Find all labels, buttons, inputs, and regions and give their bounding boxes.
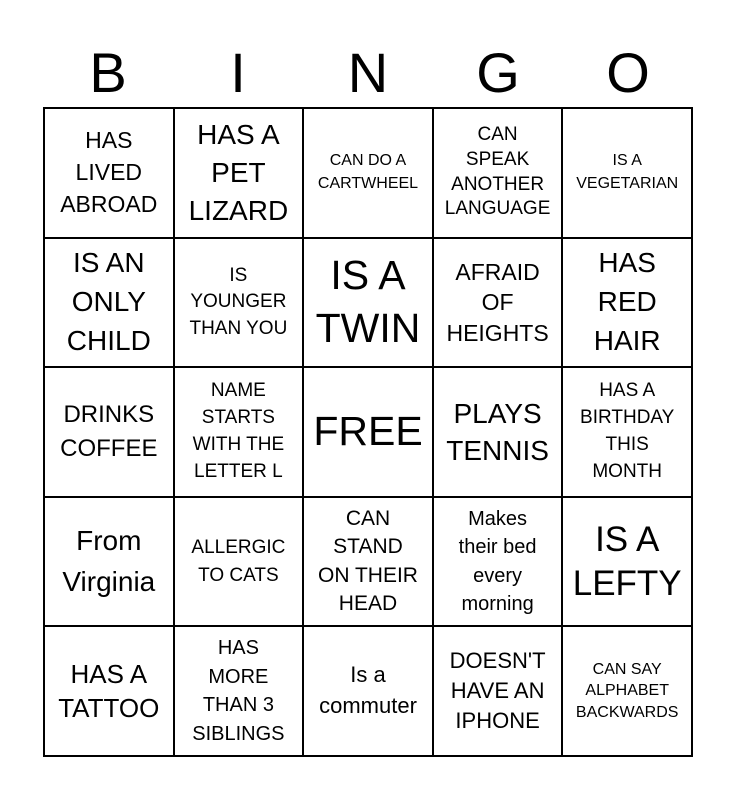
bingo-cell-text: HAS A TATTOO [58, 658, 160, 724]
bingo-cell-text: AFRAID OF HEIGHTS [446, 258, 549, 346]
bingo-cell[interactable] [44, 497, 174, 627]
bingo-cell-text: CAN DO A CARTWHEEL [317, 152, 419, 192]
bingo-header [43, 38, 693, 108]
bingo-cell[interactable] [174, 238, 304, 368]
header-letter-o: O [606, 41, 650, 104]
bingo-cell[interactable] [433, 108, 563, 238]
bingo-cell-text: ALLERGIC TO CATS [191, 537, 286, 586]
bingo-cell[interactable] [562, 108, 692, 238]
bingo-cell[interactable] [562, 238, 692, 368]
bingo-cell-text: CAN SAY ALPHABET BACKWARDS [575, 660, 679, 721]
header-letter-b: B [89, 41, 127, 104]
bingo-cell[interactable] [174, 367, 304, 497]
bingo-cell[interactable] [303, 108, 433, 238]
bingo-cell-text: HAS LIVED ABROAD [60, 127, 158, 217]
bingo-cell-text: DOESN'T HAVE AN IPHONE [449, 647, 546, 734]
header-letter-n: N [347, 41, 389, 104]
bingo-cell-text: PLAYS TENNIS [446, 397, 549, 466]
bingo-cell-text: Is a commuter [319, 662, 417, 719]
bingo-cell[interactable] [562, 626, 692, 756]
bingo-cell-text: CAN STAND ON THEIR HEAD [318, 506, 418, 615]
bingo-cell[interactable] [44, 367, 174, 497]
bingo-cell-text: CAN SPEAK ANOTHER LANGUAGE [444, 124, 551, 220]
bingo-cell[interactable] [562, 367, 692, 497]
header-letter-g: G [476, 41, 520, 104]
bingo-cell[interactable] [433, 367, 563, 497]
bingo-cell[interactable] [44, 108, 174, 238]
bingo-grid [43, 107, 693, 757]
bingo-cell[interactable] [303, 497, 433, 627]
bingo-cell-text: IS AN ONLY CHILD [66, 247, 151, 356]
bingo-cell-text: FREE [313, 408, 423, 455]
bingo-cell[interactable] [174, 626, 304, 756]
header-letter-i: I [230, 41, 246, 104]
bingo-cell-text: HAS MORE THAN 3 SIBLINGS [192, 637, 285, 745]
bingo-cell-text: Makes their bed every morning [458, 507, 537, 615]
bingo-cell-text: DRINKS COFFEE [60, 401, 158, 462]
bingo-cell[interactable] [44, 238, 174, 368]
bingo-cell-text: IS A LEFTY [572, 519, 682, 603]
bingo-cell-text: From Virginia [62, 525, 156, 597]
bingo-cell-text: IS A VEGETARIAN [576, 152, 679, 192]
bingo-cell-text: IS YOUNGER THAN YOU [189, 264, 288, 339]
bingo-cell-text: IS A TWIN [315, 252, 421, 352]
bingo-cell-text: HAS RED HAIR [593, 247, 661, 356]
bingo-cell[interactable] [174, 108, 304, 238]
bingo-cell[interactable] [303, 626, 433, 756]
bingo-cell[interactable] [44, 626, 174, 756]
bingo-cell-text: HAS A BIRTHDAY THIS MONTH [580, 380, 675, 482]
bingo-cell[interactable] [433, 497, 563, 627]
bingo-cell[interactable] [303, 238, 433, 368]
bingo-cell[interactable] [174, 497, 304, 627]
bingo-cell[interactable] [433, 238, 563, 368]
bingo-cell[interactable] [562, 497, 692, 627]
bingo-cell[interactable] [433, 626, 563, 756]
bingo-cell-text: HAS A PET LIZARD [188, 119, 289, 226]
bingo-cell-text: NAME STARTS WITH THE LETTER L [192, 380, 285, 482]
bingo-cell[interactable] [303, 367, 433, 497]
